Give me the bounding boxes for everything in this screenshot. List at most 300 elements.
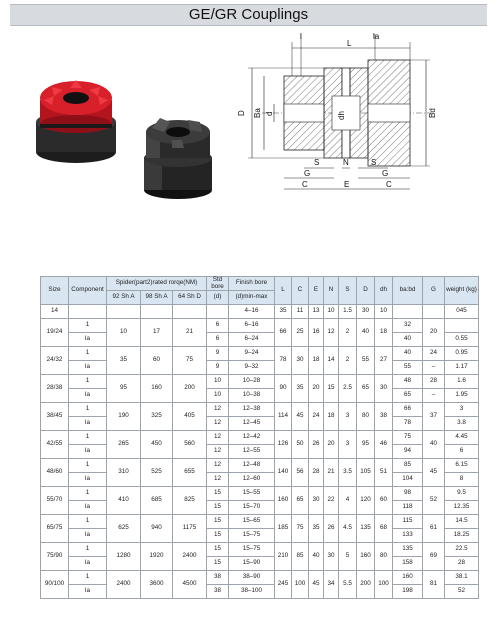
table-cell: 28 xyxy=(309,459,324,487)
table-cell: 90/100 xyxy=(41,571,69,599)
table-cell: 81 xyxy=(423,571,445,599)
table-cell: 12 xyxy=(324,319,339,347)
table-cell: 15 xyxy=(207,487,229,501)
table-row xyxy=(41,529,479,543)
table-cell: 15 xyxy=(207,529,229,543)
table-cell: 4–16 xyxy=(229,305,275,319)
table-cell: 65 xyxy=(357,375,375,403)
table-row xyxy=(41,319,479,333)
table-cell: 18 xyxy=(324,403,339,431)
table-cell: 40 xyxy=(423,431,445,459)
col-babd: ba:bd xyxy=(393,277,423,305)
table-cell: 26 xyxy=(324,515,339,543)
table-cell: 15–65 xyxy=(229,515,275,529)
table-cell: 2400 xyxy=(107,571,141,599)
product-photo xyxy=(18,40,230,210)
table-cell: 48/60 xyxy=(41,459,69,487)
table-cell: 210 xyxy=(275,543,292,571)
table-cell: 6–16 xyxy=(229,319,275,333)
table-cell: 13 xyxy=(309,305,324,319)
table-cell: 118 xyxy=(393,501,423,515)
page-title: GE/GR Couplings xyxy=(188,6,309,23)
table-cell: 40 xyxy=(357,319,375,347)
table-cell: 17 xyxy=(141,319,173,347)
table-cell: 2 xyxy=(339,319,357,347)
col-sh92: 92 Sh A xyxy=(107,291,141,305)
table-cell: 190 xyxy=(107,403,141,431)
table-row xyxy=(41,375,479,389)
table-cell: 185 xyxy=(275,515,292,543)
table-cell: 15 xyxy=(207,543,229,557)
table-row xyxy=(41,333,479,347)
table-cell: 34 xyxy=(324,571,339,599)
table-cell: 405 xyxy=(173,403,207,431)
table-cell: 10 xyxy=(207,389,229,403)
table-cell xyxy=(393,305,423,319)
col-S: S xyxy=(339,277,357,305)
table-cell: – xyxy=(423,361,445,375)
table-cell: 1.6 xyxy=(445,375,479,389)
table-cell: 20 xyxy=(423,319,445,347)
table-cell: 30 xyxy=(357,305,375,319)
table-cell: 38 xyxy=(207,571,229,585)
table-cell: 1 xyxy=(69,515,107,529)
table-cell: 1 xyxy=(69,375,107,389)
table-cell: 100 xyxy=(375,571,393,599)
table-cell: 3 xyxy=(445,403,479,417)
table-cell: 12 xyxy=(207,431,229,445)
table-cell: 310 xyxy=(107,459,141,487)
col-std-bore: Std bore xyxy=(207,277,229,291)
table-cell: 1.17 xyxy=(445,361,479,375)
table-cell: 60 xyxy=(141,347,173,375)
label-C-left: C xyxy=(302,180,308,189)
table-cell: 21 xyxy=(173,319,207,347)
table-cell: 15–55 xyxy=(229,487,275,501)
table-cell: 3.8 xyxy=(445,417,479,431)
table-cell: 12 xyxy=(207,417,229,431)
table-cell: 120 xyxy=(357,487,375,515)
label-Ba: Ba xyxy=(253,108,262,118)
table-cell: 15–90 xyxy=(229,557,275,571)
table-cell: 52 xyxy=(445,585,479,599)
table-cell: 18.25 xyxy=(445,529,479,543)
table-cell: 60 xyxy=(375,487,393,515)
table-cell: 160 xyxy=(275,487,292,515)
table-cell: 410 xyxy=(107,487,141,515)
col-finish-bore: Finish bore xyxy=(229,277,275,291)
table-cell: 68 xyxy=(375,515,393,543)
table-cell: 5.5 xyxy=(339,571,357,599)
label-N: N xyxy=(343,158,349,167)
table-cell: 20 xyxy=(309,375,324,403)
table-cell: 5 xyxy=(339,543,357,571)
col-component: Component xyxy=(69,277,107,305)
table-cell: 3 xyxy=(339,431,357,459)
table-cell: 98 xyxy=(393,487,423,501)
table-cell: 35 xyxy=(275,305,292,319)
spec-table xyxy=(40,276,479,599)
table-cell: 85 xyxy=(393,459,423,473)
table-row xyxy=(41,557,479,571)
table-cell: 20 xyxy=(324,431,339,459)
table-cell: 265 xyxy=(107,431,141,459)
table-cell: 30 xyxy=(375,375,393,403)
table-cell: 560 xyxy=(173,431,207,459)
table-cell: 9.5 xyxy=(445,487,479,501)
table-cell: 78 xyxy=(275,347,292,375)
table-cell: 15 xyxy=(207,557,229,571)
col-E: E xyxy=(309,277,324,305)
table-cell: 14 xyxy=(324,347,339,375)
table-cell: 0.55 xyxy=(445,333,479,347)
table-cell: 045 xyxy=(445,305,479,319)
table-cell: 32 xyxy=(393,319,423,333)
table-row xyxy=(41,571,479,585)
table-cell: 45 xyxy=(423,459,445,487)
table-cell: 1.5 xyxy=(339,305,357,319)
table-cell: 940 xyxy=(141,515,173,543)
table-cell: 1.95 xyxy=(445,389,479,403)
table-cell: 1280 xyxy=(107,543,141,571)
table-cell: – xyxy=(423,389,445,403)
table-cell: 685 xyxy=(141,487,173,515)
table-cell: 3600 xyxy=(141,571,173,599)
table-cell: 14 xyxy=(41,305,69,319)
table-cell: 12–48 xyxy=(229,459,275,473)
table-cell: 105 xyxy=(357,459,375,487)
table-cell: 525 xyxy=(141,459,173,487)
table-cell: 1920 xyxy=(141,543,173,571)
table-row xyxy=(41,585,479,599)
table-cell: 1 xyxy=(69,571,107,585)
table-cell: 12–60 xyxy=(229,473,275,487)
table-row xyxy=(41,389,479,403)
table-cell: 75/90 xyxy=(41,543,69,571)
table-cell: 24/32 xyxy=(41,347,69,375)
table-cell: 40 xyxy=(393,347,423,361)
table-cell: 66 xyxy=(275,319,292,347)
table-cell: 19/24 xyxy=(41,319,69,347)
table-cell: 75 xyxy=(173,347,207,375)
table-cell: 115 xyxy=(393,515,423,529)
table-cell xyxy=(69,305,107,319)
table-cell: la xyxy=(69,417,107,431)
table-cell xyxy=(173,305,207,319)
table-cell: 4.5 xyxy=(339,515,357,543)
table-cell: 28 xyxy=(423,375,445,389)
table-cell: 40 xyxy=(309,543,324,571)
col-size: Size xyxy=(41,277,69,305)
table-cell: 61 xyxy=(423,515,445,543)
table-cell: 65 xyxy=(292,487,309,515)
table-cell: 56 xyxy=(292,459,309,487)
table-cell: 11 xyxy=(292,305,309,319)
table-cell: 69 xyxy=(423,543,445,571)
table-cell: 160 xyxy=(357,543,375,571)
table-cell: 16 xyxy=(309,319,324,347)
table-cell: 450 xyxy=(141,431,173,459)
table-cell: 18 xyxy=(309,347,324,375)
table-cell: la xyxy=(69,389,107,403)
table-cell: 198 xyxy=(393,585,423,599)
table-cell: la xyxy=(69,501,107,515)
table-cell: 15–70 xyxy=(229,501,275,515)
table-cell: 2 xyxy=(339,347,357,375)
table-cell: 825 xyxy=(173,487,207,515)
table-cell: 38 xyxy=(207,585,229,599)
table-cell: 95 xyxy=(357,431,375,459)
table-cell: 200 xyxy=(357,571,375,599)
table-cell: 325 xyxy=(141,403,173,431)
table-cell: 14.5 xyxy=(445,515,479,529)
table-cell: 1 xyxy=(69,459,107,473)
table-cell: 30 xyxy=(324,543,339,571)
table-cell: 15 xyxy=(324,375,339,403)
table-row xyxy=(41,305,479,319)
table-cell: 35 xyxy=(107,347,141,375)
table-cell: 40 xyxy=(393,333,423,347)
table-cell: 10–28 xyxy=(229,375,275,389)
table-cell: 38 xyxy=(375,403,393,431)
table-cell: 655 xyxy=(173,459,207,487)
table-cell xyxy=(141,305,173,319)
col-C: C xyxy=(292,277,309,305)
table-cell: 104 xyxy=(393,473,423,487)
table-cell: 45 xyxy=(292,403,309,431)
table-cell: 2.5 xyxy=(339,375,357,403)
table-cell: 12–38 xyxy=(229,403,275,417)
table-cell: 18 xyxy=(375,319,393,347)
table-cell: 12–55 xyxy=(229,445,275,459)
table-cell: 9 xyxy=(207,361,229,375)
table-cell: 160 xyxy=(393,571,423,585)
table-cell: 21 xyxy=(324,459,339,487)
table-cell: 200 xyxy=(173,375,207,403)
col-L: L xyxy=(275,277,292,305)
table-cell: 1 xyxy=(69,543,107,557)
table-cell xyxy=(207,305,229,319)
table-cell: 12 xyxy=(207,445,229,459)
table-cell: 12.35 xyxy=(445,501,479,515)
table-cell xyxy=(445,319,479,333)
label-dh: dh xyxy=(337,111,346,120)
table-cell: la xyxy=(69,473,107,487)
table-cell: 15 xyxy=(207,501,229,515)
table-cell: 9–24 xyxy=(229,347,275,361)
table-cell: 1175 xyxy=(173,515,207,543)
label-L: L xyxy=(347,39,352,48)
table-row xyxy=(41,473,479,487)
table-cell: 12–45 xyxy=(229,417,275,431)
table-cell: 46 xyxy=(375,431,393,459)
table-cell: 75 xyxy=(292,515,309,543)
table-cell: 55 xyxy=(357,347,375,375)
coupling-with-red-spider xyxy=(36,80,116,163)
table-cell: la xyxy=(69,557,107,571)
table-cell: 10 xyxy=(107,319,141,347)
table-cell: 15–75 xyxy=(229,543,275,557)
table-cell: 1 xyxy=(69,487,107,501)
table-row xyxy=(41,501,479,515)
table-cell: 22.5 xyxy=(445,543,479,557)
table-cell: 10 xyxy=(207,375,229,389)
table-cell: 100 xyxy=(292,571,309,599)
table-cell: 245 xyxy=(275,571,292,599)
table-cell: 6 xyxy=(207,333,229,347)
table-cell: la xyxy=(69,361,107,375)
label-S-right: S xyxy=(371,158,377,167)
table-cell: 78 xyxy=(393,417,423,431)
table-cell: 9 xyxy=(207,347,229,361)
table-cell: 4.45 xyxy=(445,431,479,445)
table-cell: 15–75 xyxy=(229,529,275,543)
table-row xyxy=(41,347,479,361)
table-cell: 4500 xyxy=(173,571,207,599)
label-d: d xyxy=(265,111,274,116)
table-cell: 1 xyxy=(69,319,107,333)
label-l: l xyxy=(300,32,302,41)
col-sh98: 98 Sh A xyxy=(141,291,173,305)
table-row xyxy=(41,459,479,473)
table-row xyxy=(41,445,479,459)
label-C-right: C xyxy=(386,180,392,189)
table-cell: 126 xyxy=(275,431,292,459)
label-S-left: S xyxy=(314,158,320,167)
table-cell: 42/55 xyxy=(41,431,69,459)
coupling-black-hub xyxy=(144,118,212,199)
col-torque: Spider(part2)rated rorqe(NM) xyxy=(107,277,207,291)
table-cell: 30 xyxy=(292,347,309,375)
table-cell: 90 xyxy=(275,375,292,403)
table-cell xyxy=(423,305,445,319)
col-N: N xyxy=(324,277,339,305)
table-cell: 135 xyxy=(393,543,423,557)
table-cell: 6 xyxy=(207,319,229,333)
table-cell: 12–42 xyxy=(229,431,275,445)
table-cell: 50 xyxy=(292,431,309,459)
table-cell: 10–38 xyxy=(229,389,275,403)
col-D: D xyxy=(357,277,375,305)
table-cell: 75 xyxy=(393,431,423,445)
table-cell: 48 xyxy=(393,375,423,389)
table-cell: 80 xyxy=(357,403,375,431)
table-cell: 35 xyxy=(309,515,324,543)
col-dh: dh xyxy=(375,277,393,305)
table-cell: 55/70 xyxy=(41,487,69,515)
table-cell: 65 xyxy=(393,389,423,403)
table-cell: 6–24 xyxy=(229,333,275,347)
table-cell: 38–100 xyxy=(229,585,275,599)
table-cell: 2400 xyxy=(173,543,207,571)
table-cell: 38.1 xyxy=(445,571,479,585)
table-cell: 38/45 xyxy=(41,403,69,431)
col-minmax: (d)min-max xyxy=(229,291,275,305)
table-cell: 135 xyxy=(357,515,375,543)
table-cell: 80 xyxy=(375,543,393,571)
table-cell: 0.95 xyxy=(445,347,479,361)
label-G-left: G xyxy=(304,169,311,178)
table-cell: 8 xyxy=(445,473,479,487)
label-D: D xyxy=(237,110,246,116)
table-cell: 140 xyxy=(275,459,292,487)
table-cell: 12 xyxy=(207,403,229,417)
table-row xyxy=(41,515,479,529)
table-cell: la xyxy=(69,445,107,459)
table-cell: 28/38 xyxy=(41,375,69,403)
title-bar xyxy=(10,4,487,26)
table-row xyxy=(41,417,479,431)
table-cell: 12 xyxy=(207,473,229,487)
table-cell: 160 xyxy=(141,375,173,403)
table-cell: 52 xyxy=(423,487,445,515)
table-cell: 66 xyxy=(393,403,423,417)
table-cell: 10 xyxy=(375,305,393,319)
table-cell: 158 xyxy=(393,557,423,571)
col-G: G xyxy=(423,277,445,305)
col-sh64: 64 Sh D xyxy=(173,291,207,305)
table-cell: 24 xyxy=(309,403,324,431)
table-cell: 1 xyxy=(69,403,107,417)
table-cell: 4 xyxy=(339,487,357,515)
col-weight: weight (kg) xyxy=(445,277,479,305)
table-row xyxy=(41,403,479,417)
table-cell: 12 xyxy=(207,459,229,473)
table-cell: 27 xyxy=(375,347,393,375)
table-cell: 37 xyxy=(423,403,445,431)
label-Bd: Bd xyxy=(428,108,437,118)
table-cell: 15 xyxy=(207,515,229,529)
table-cell: 51 xyxy=(375,459,393,487)
table-cell: 85 xyxy=(292,543,309,571)
table-cell: 3 xyxy=(339,403,357,431)
table-cell: 95 xyxy=(107,375,141,403)
table-cell: 625 xyxy=(107,515,141,543)
table-cell: 6 xyxy=(445,445,479,459)
col-d: (d) xyxy=(207,291,229,305)
table-cell: la xyxy=(69,585,107,599)
table-cell: 28 xyxy=(445,557,479,571)
table-cell xyxy=(107,305,141,319)
label-E: E xyxy=(344,180,350,189)
table-cell: 30 xyxy=(309,487,324,515)
table-cell: 65/75 xyxy=(41,515,69,543)
table-cell: 1 xyxy=(69,431,107,445)
table-cell: 55 xyxy=(393,361,423,375)
table-cell: 35 xyxy=(292,375,309,403)
table-cell: 22 xyxy=(324,487,339,515)
table-cell: 26 xyxy=(309,431,324,459)
table-cell: 24 xyxy=(423,347,445,361)
table-cell: 133 xyxy=(393,529,423,543)
table-cell: la xyxy=(69,529,107,543)
table-cell: 45 xyxy=(309,571,324,599)
table-cell: 94 xyxy=(393,445,423,459)
label-G-right: G xyxy=(382,169,389,178)
table-cell: 114 xyxy=(275,403,292,431)
table-cell: 1 xyxy=(69,347,107,361)
header-row-1 xyxy=(41,277,479,291)
label-la: la xyxy=(373,32,380,41)
table-row xyxy=(41,487,479,501)
table-cell: 3.5 xyxy=(339,459,357,487)
technical-drawing xyxy=(232,28,490,196)
table-cell: la xyxy=(69,333,107,347)
table-row xyxy=(41,431,479,445)
table-cell: 9–32 xyxy=(229,361,275,375)
table-cell: 6.15 xyxy=(445,459,479,473)
table-row xyxy=(41,361,479,375)
